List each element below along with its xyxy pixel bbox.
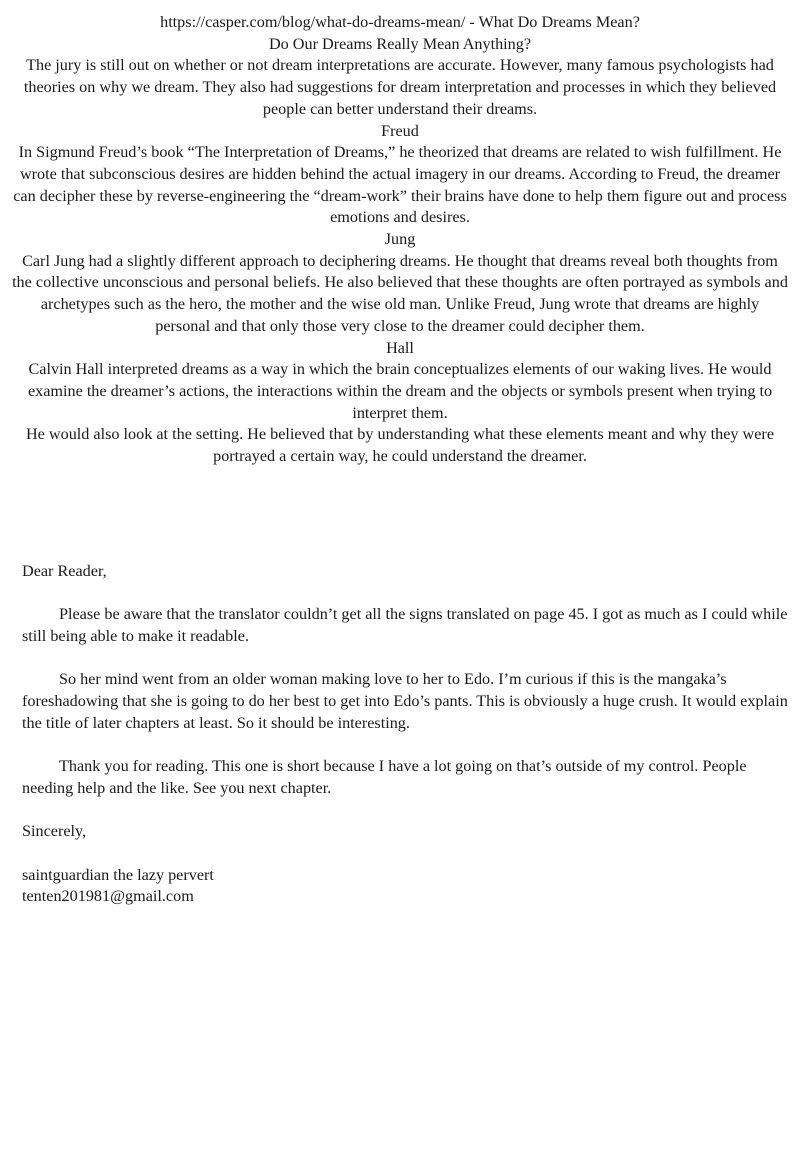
letter-paragraph: Thank you for reading. This one is short because I have a lot going on that’s outside of my control. People needing help and the like. See you next chapter. — [22, 757, 747, 797]
signature-name: saintguardian the lazy pervert — [22, 865, 214, 884]
article-intro: The jury is still out on whether or not dream interpretations are accurate. However, many famous psychologists had theories on why we dream. They also had suggestions for dream interpretation and processes in which they believed people can better understand their dreams. — [23, 56, 777, 118]
letter-closing: Sincerely, — [22, 822, 87, 841]
letter-salutation: Dear Reader, — [22, 562, 107, 580]
section-title-hall: Hall — [386, 338, 414, 357]
source-line: https://casper.com/blog/what-do-dreams-mean/ - What Do Dreams Mean? — [160, 13, 640, 31]
section-paragraph-hall-2: He would also look at the setting. He believed that by understanding what these elements meant and why they were portrayed a certain way, he could understand the dreamer. — [25, 425, 775, 466]
translator-letter — [22, 561, 790, 908]
letter-paragraph: So her mind went from an older woman making love to her to Edo. I’m curious if this is the mangaka’s foreshadowing that she is going to do her best to get into Edo’s pants. This is obviously a huge crush. It would explain the title of later chapters at least. So it should be interesting. — [22, 670, 788, 732]
section-paragraph-freud: In Sigmund Freud’s book “The Interpretation of Dreams,” he theorized that dreams are related to wish fulfillment. He wrote that subconscious desires are hidden behind the actual imagery in our dreams. According to Freud, the dreamer can decipher these by reverse-engineering the “dream-work” their brains have done to help them figure out and process emotions and desires. — [13, 143, 787, 227]
section-paragraph-jung: Carl Jung had a slightly different approach to deciphering dreams. He thought that dreams reveal both thoughts from the collective unconscious and personal beliefs. He also believed that these thoughts are often portrayed as symbols and archetypes such as the hero, the mother and the wise old man. Unlike Freud, Jung wrote that dreams are highly personal and that only those very close to the dreamer could decipher them. — [12, 251, 788, 335]
article-excerpt — [0, 12, 800, 468]
signature-email: tenten201981@gmail.com — [22, 887, 194, 906]
letter-paragraph: Please be aware that the translator couldn’t get all the signs translated on page 45. I got as much as I could while still being able to make it readable. — [22, 605, 788, 646]
article-heading: Do Our Dreams Really Mean Anything? — [268, 34, 532, 53]
section-title-freud: Freud — [381, 121, 419, 140]
section-paragraph-hall-1: Calvin Hall interpreted dreams as a way in which the brain conceptualizes elements of our waking lives. He would examine the dreamer’s actions, the interactions within the dream and the objects or symbols present when trying to interpret them. — [27, 360, 773, 422]
section-title-jung: Jung — [384, 230, 416, 249]
